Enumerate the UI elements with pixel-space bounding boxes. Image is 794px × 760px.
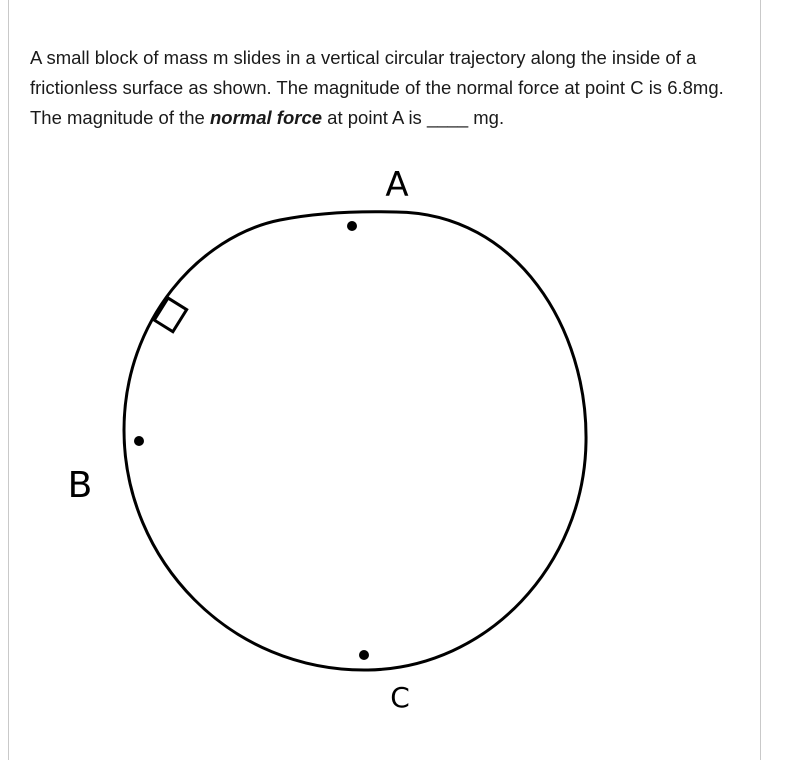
question-emphasis: normal force	[209, 107, 323, 128]
point-b-dot	[134, 436, 144, 446]
point-b-label: B	[67, 465, 93, 506]
question-text-part2: at point A is ____ mg.	[322, 107, 505, 128]
question-text-part1: A small block of mass m slides in a vertical circular trajectory along the inside of a frictionless surface as shown. The magnitude of the normal force at point C is 6.8mg. The magnitude of the	[30, 47, 724, 128]
sliding-block	[154, 298, 186, 332]
point-c-dot	[359, 650, 369, 660]
point-c-label: C	[390, 681, 410, 714]
point-a-label: A	[385, 165, 409, 205]
point-a-dot	[347, 221, 357, 231]
circular-track	[124, 212, 586, 670]
